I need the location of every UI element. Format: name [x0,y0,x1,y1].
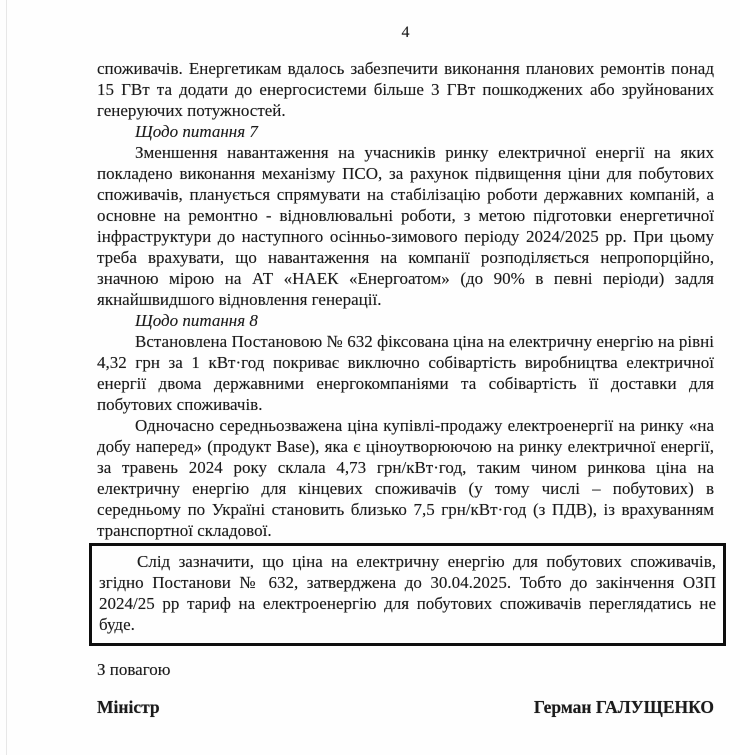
document-page [97,24,714,718]
paragraph-question-8-price: Встановлена Постановою № 632 фіксована ціна на електричну енергію на рівні 4,32 грн за 1 кВт·год покриває виключно собівартість виробництва електричної енергії двома державними енергокомпаніями та собівартість її доставки для побутових споживачів. [97,332,714,414]
signature-title: Міністр [97,697,160,717]
paragraph-question-8-market: Одночасно середньозважена ціна купівлі-продажу електроенергії на ринку «на добу наперед» (продукт Base), яка є ціноутворюючою на ринку електричної енергії, за травень 2024 року склала 4,73 грн/кВт·год, таким чином ринкова ціна на електричну енергію для кінцевих споживачів (у тому числі – побутових) в середньому по Україні становить близько 7,5 грн/кВт·год (з ПДВ), із врахуванням транспортної складової. [97,416,714,540]
section-heading-question-7: Щодо питання 7 [135,122,258,141]
paragraph-question-7: Зменшення навантаження на учасників ринку електричної енергії на яких покладено виконання механізму ПСО, за рахунок підвищення ціни для побутових споживачів, планується спрямувати на стабілізацію роботи державних компаній, а основне на ремонтно - відновлювальні роботи, з метою підготовки енергетичної інфраструктури до наступного осінньо-зимового періоду 2024/2025 рр. При цьому треба врахувати, що навантаження на компанії розподіляється непропорційно, значною мірою на АТ «НАЕК «Енергоатом» (до 90% в певні періоди) задля якнайшвидшого відновлення генерації. [97,143,714,309]
closing-salutation: З повагою [97,660,171,679]
signature-name: Герман ГАЛУЩЕНКО [533,697,714,717]
scan-edge-line [6,0,7,755]
section-heading-question-8: Щодо питання 8 [135,311,258,330]
signature-row [97,697,714,718]
paragraph-continuation: споживачів. Енергетикам вдалось забезпечити виконання планових ремонтів понад 15 ГВт та додати до енергосистеми більше 3 ГВт пошкоджених або зруйнованих генеруючих потужностей. [97,59,714,120]
page-number: 4 [401,24,410,41]
boxed-note-text: Слід зазначити, що ціна на електричну енергію для побутових споживачів, згідно Постанови № 632, затверджена до 30.04.2025. Тобто до закінчення ОЗП 2024/25 рр тариф на електроенергію для побутових споживачів переглядатись не буде. [99,552,716,634]
boxed-note [89,543,726,646]
